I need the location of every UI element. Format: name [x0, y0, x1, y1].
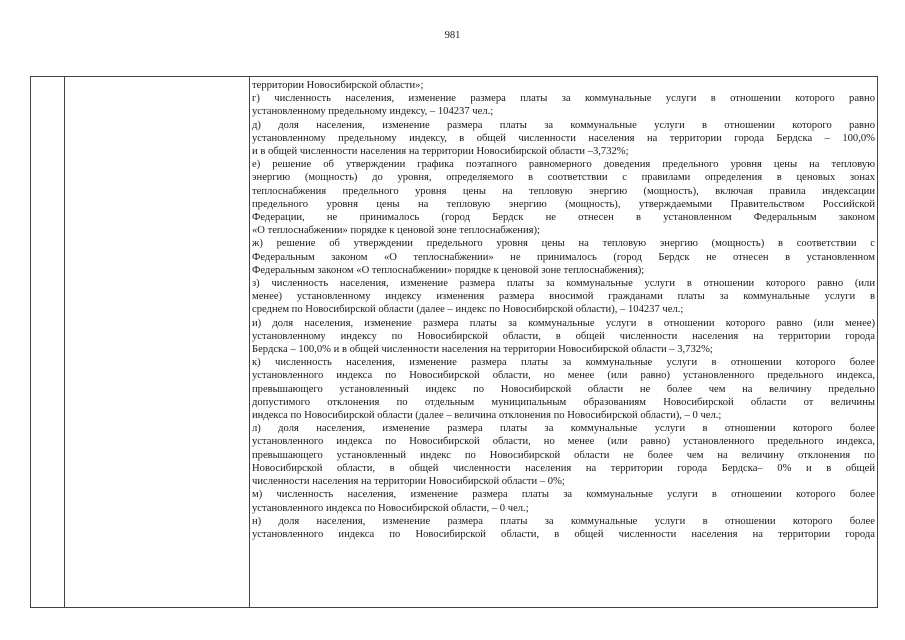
paragraph [252, 356, 875, 422]
paragraph-line: Федерации, не принималось (город Бердск не отнесен в установленном Федеральным законом [252, 212, 875, 224]
paragraph [252, 422, 875, 488]
paragraph-line: установленного индекса по Новосибирской области, но менее (или равно) установленного предельного индекса, [252, 436, 875, 448]
paragraph-line: Федеральным законом «О теплоснабжении» не принималось (город Бердск не отнесен в установленном [252, 251, 875, 263]
paragraph-line: н) доля населения, изменение размера платы за коммунальные услуги в отношении которого более [252, 515, 875, 527]
paragraph [252, 488, 875, 514]
paragraph-line: Новосибирской области, в общей численности населения на территории города Бердска– 0% и в общей [252, 462, 875, 474]
paragraph-line: менее) установленному индексу изменения размера вносимой гражданами платы за коммунальные услуги в [252, 291, 875, 303]
paragraph-line: л) доля населения, изменение размера платы за коммунальные услуги в отношении которого более [252, 423, 875, 435]
paragraph-line: установленного индекса по Новосибирской области, – 0 чел.; [252, 502, 529, 514]
paragraph-line: превышающего установленный индекс по Новосибирской области не более чем на величину предельно [252, 383, 875, 395]
paragraph-line: Бердска – 100,0% и в общей численности населения на территории Новосибирской области – 3,732%; [252, 344, 713, 356]
paragraph-line: установленного индекса по Новосибирской области, в общей численности населения на территории города [252, 528, 875, 540]
paragraph-line: е) решение об утверждении графика поэтапного равномерного доведения предельного уровня цены на тепловую [252, 159, 875, 171]
paragraph-line: допустимого отклонения по отдельным муниципальным образованиям Новосибирской области от величины [252, 396, 875, 408]
paragraph-line: установленного индекса по Новосибирской области, но менее (или равно) установленного предельного индекса, [252, 370, 875, 382]
paragraph [252, 119, 875, 159]
paragraph [252, 317, 875, 357]
paragraph-line: установленному индексу по Новосибирской области, в общей численности населения на территории города [252, 330, 875, 342]
paragraph-line: и в общей численности населения на территории Новосибирской области –3,732%; [252, 146, 629, 158]
paragraph-line: установленному предельному индексу, в общей численности населения на территории города Бердска – 100,0% [252, 132, 875, 144]
paragraph-line: Федеральным законом «О теплоснабжении» порядке к ценовой зоне теплоснабжения); [252, 264, 645, 276]
text-cell [252, 79, 875, 541]
paragraph-line: превышающего установленный индекс по Новосибирской области не более чем на величину отклонения по [252, 449, 875, 461]
paragraph-line: и) доля населения, изменение размера платы за коммунальные услуги в отношении которого равно (или менее) [252, 317, 875, 329]
paragraph-line: установленному предельному индексу, – 104237 чел.; [252, 106, 494, 118]
column-divider [249, 77, 250, 607]
paragraph [252, 515, 875, 541]
paragraph-line: з) численность населения, изменение размера платы за коммунальные услуги в отношении которого равно (или [252, 278, 875, 290]
paragraph-line: индекса по Новосибирской области (далее – величина отклонения по Новосибирской области), – 0 чел.; [252, 410, 722, 422]
paragraph [252, 79, 875, 92]
page-number: 981 [444, 30, 461, 41]
paragraph-line: энергию (мощность) до уровня, определяемого в соответствии с правилами определения в ценовых зонах [252, 172, 875, 184]
paragraph [252, 158, 875, 237]
paragraph [252, 237, 875, 277]
column-divider [64, 77, 65, 607]
paragraph-line: «О теплоснабжении» порядке к ценовой зоне теплоснабжения); [252, 225, 540, 237]
paragraph-line: м) численность населения, изменение размера платы за коммунальные услуги в отношении которого более [252, 489, 875, 501]
paragraph-line: г) численность населения, изменение размера платы за коммунальные услуги в отношении которого равно [252, 93, 875, 105]
paragraph-line: предельного уровня цены на тепловую энергию (мощность), утверждаемыми Правительством Российской [252, 198, 875, 210]
paragraph-line: д) доля населения, изменение размера платы за коммунальные услуги в отношении которого равно [252, 119, 875, 131]
paragraph [252, 92, 875, 118]
paragraph-line: численности населения на территории Новосибирской области – 0%; [252, 476, 565, 488]
paragraph-line: теплоснабжения предельного уровня цены на тепловую энергию (мощность), включая правила индексации [252, 185, 875, 197]
paragraph-line: среднем по Новосибирской области (далее – индекс по Новосибирской области), – 104237 чел.; [252, 304, 684, 316]
paragraph-line: ж) решение об утверждении предельного уровня цены на тепловую энергию (мощность) в соответствии с [252, 238, 875, 250]
paragraph-line: территории Новосибирской области»; [252, 80, 424, 91]
paragraph-line: к) численность населения, изменение размера платы за коммунальные услуги в отношении которого более [252, 357, 875, 369]
paragraph [252, 277, 875, 317]
document-table [30, 76, 878, 608]
